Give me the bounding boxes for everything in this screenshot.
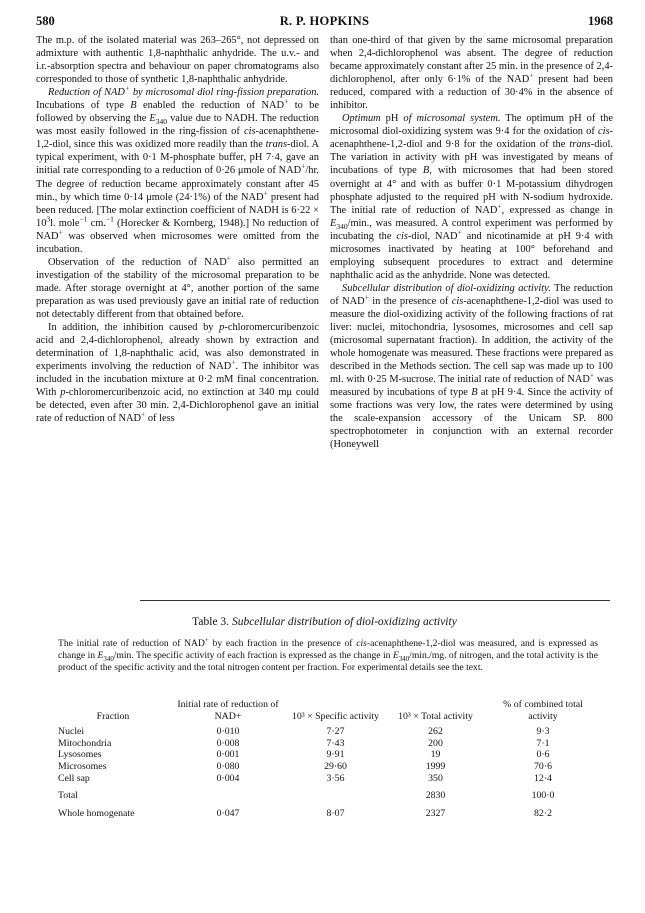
text-run: was measured by incubations of type	[330, 374, 613, 399]
text-run: was observed when microsomes were omitted from the incubation.	[36, 230, 319, 255]
cell-total: 19	[430, 749, 441, 761]
text-run: −1	[79, 214, 88, 224]
cell-total: 262	[428, 726, 443, 738]
text-run: B	[422, 165, 430, 177]
cell-rate	[168, 784, 288, 802]
text-run: Reduction of NAD	[48, 87, 125, 99]
text-run: +	[58, 227, 63, 237]
text-run: of less	[145, 413, 175, 425]
cell-percent: 82·2	[534, 807, 552, 819]
cell-rate: 0·047	[216, 807, 240, 819]
text-run: -acenaphthene-1,2-diol was used to measure the diol-oxidizing activity of the following fractions of rat liver: nuclei, mitochondria, lysosomes, microsomes and cell sap (microsomal supernatant fraction). In addition, the activity of the whole homogenate was measured. These fractions were prepared as described in the Methods section. The cell sap was made up to 100 ml. with 0·25 M-sucrose. The initial rate of reduction of NAD	[330, 295, 614, 386]
publication-year: 1968	[588, 14, 613, 28]
text-run: present had been reduced. [The molar extinction coefficient of NADH is 6·22 × 10	[36, 191, 320, 229]
text-run: cis	[396, 230, 408, 242]
text-run: E	[97, 650, 104, 661]
cell-percent: 12·4	[534, 772, 552, 784]
page-number: 580	[36, 14, 55, 28]
cell-rate: 0·010	[216, 726, 240, 738]
cell-specific: 3·56	[326, 772, 345, 784]
text-run: 340	[103, 655, 114, 663]
text-run: +	[589, 370, 595, 380]
table-row-homogenate	[58, 802, 598, 820]
text-run: −1	[105, 214, 114, 224]
text-run: by each fraction in the presence of	[208, 638, 357, 649]
paragraph	[330, 34, 613, 112]
text-run: present had been reduced, compared with a reduction of 30·4% in the absence of inhibitor.	[330, 74, 613, 112]
text-run: 340	[398, 655, 410, 663]
text-run: -chloromercuribenzoic acid and 2,4-dichlorophenol, already shown by extraction and determination of 1,8-naphthalic acid, was also demonstrated in experiments involving the reduction of NAD	[36, 322, 319, 373]
text-run: The reduction of NAD	[330, 282, 613, 307]
cell-rate: 0·008	[216, 737, 240, 749]
text-run: to be followed by observing the	[36, 100, 319, 125]
text-run: -acenaphthene-1,2-diol and 9·8 for the oxidation of the	[330, 126, 613, 151]
text-run: +	[497, 201, 502, 211]
paragraph	[330, 112, 613, 282]
text-run: +	[231, 357, 236, 367]
paragraph	[36, 83, 320, 256]
section-divider	[140, 600, 610, 601]
text-run: The initial rate of reduction of NAD	[58, 638, 205, 649]
cell-specific: 7·27	[326, 726, 345, 738]
text-run: . The inhibitor was included in the incubation mixture at 0·2 mM final concentration. With	[36, 361, 319, 399]
text-run: Subcellular distribution of diol-oxidizing activity.	[342, 282, 551, 294]
column-header-total: 10³ × Total activity	[398, 710, 473, 722]
table-row	[58, 722, 598, 738]
table-header-row	[58, 699, 598, 722]
text-run: +	[457, 227, 462, 237]
text-run: 340	[336, 221, 348, 231]
cell-fraction: Whole homogenate	[58, 807, 135, 819]
text-run: +	[529, 70, 534, 80]
cell-fraction: Nuclei	[58, 726, 85, 738]
text-run: cis	[451, 295, 464, 307]
table-row	[58, 773, 598, 785]
cell-specific: 29·60	[324, 760, 347, 772]
paragraph	[36, 253, 320, 321]
text-run: In addition, the inhibition caused by	[48, 322, 220, 334]
text-run: cis	[243, 126, 256, 138]
column-header-specific: 10³ × Specific activity	[291, 710, 380, 722]
text-run: cis	[356, 638, 367, 649]
table-row	[58, 749, 598, 761]
text-run: -diol. The variation in activity with pH was investigated by means of incubations of type	[330, 139, 613, 177]
cell-specific: 7·43	[326, 737, 345, 749]
text-run: /min. The specific activity of each fraction is expressed as the change in	[113, 650, 393, 661]
text-run: E	[149, 113, 156, 125]
cell-fraction: Mitochondria	[58, 737, 112, 749]
text-run: trans	[265, 139, 288, 151]
text-run: cis	[597, 126, 610, 138]
running-title: R. P. HOPKINS	[279, 14, 370, 28]
text-run: p	[219, 322, 225, 334]
cell-rate: 0·001	[216, 749, 240, 761]
text-run: (Horecker & Kornberg, 1948).] No reduction of NAD	[36, 217, 320, 242]
cell-total: 2830	[425, 790, 446, 802]
text-run: at pH 9·4. Since the activity of some fractions was very low, the rates were determined by using the scale-expansion accessory of the Unicam SP. 800 spectrophotometer in conjunction with an external recorder (Honeywell	[330, 387, 613, 451]
paragraph	[36, 34, 319, 86]
cell-total: 350	[428, 772, 443, 784]
table-caption	[58, 638, 598, 674]
text-run: Optimum	[342, 113, 381, 125]
table-row-total	[58, 784, 598, 802]
text-run: 3	[46, 214, 51, 224]
text-run: -chloromercuribenzoic acid, no extinction at 340 mμ could be detected, even after 30 min. 2,4-Dichlorophenol gave an initial rate of reduction of NAD	[36, 387, 319, 425]
text-run: and nicotinamide at pH 9·4 with microsomes inactivated by heating at 100° beforehand and employing subsequent procedures to extract and determine naphthalic acid as the anhydride. None was detected.	[330, 230, 613, 281]
text-run: Observation of the reduction of NAD	[48, 256, 227, 268]
text-run: E	[392, 650, 399, 661]
cell-fraction: Total	[58, 790, 78, 802]
data-table	[58, 699, 598, 819]
table-title	[36, 616, 613, 628]
text-run: trans	[569, 139, 591, 151]
text-run: B	[471, 387, 478, 399]
paragraph	[36, 321, 319, 425]
text-run: enabled the reduction of NAD	[136, 100, 285, 112]
text-run: /min./mg. of nitrogen, and the total activity is the product of the specific activity and the total nitrogen content per fraction. For experimental details see the text.	[58, 650, 598, 673]
paragraph	[330, 282, 613, 452]
text-run: +	[204, 636, 209, 644]
text-run: cm.	[87, 217, 106, 229]
text-run: value due to NADH. The reduction was most easily followed in the ring-fission of	[36, 113, 320, 138]
text-run: +	[226, 253, 231, 263]
text-run: -diol, NAD	[407, 230, 458, 242]
table-row	[58, 738, 598, 750]
text-run: E	[330, 217, 337, 229]
cell-percent: 0·6	[536, 749, 550, 761]
text-run: +	[124, 83, 130, 93]
text-run: p	[60, 387, 66, 399]
cell-percent: 9·3	[536, 726, 550, 738]
cell-percent: 100·0	[531, 790, 555, 802]
cell-rate: 0·004	[216, 772, 240, 784]
cell-total: 1999	[425, 760, 446, 772]
cell-specific: 9·91	[326, 749, 345, 761]
text-run: l. mole	[50, 217, 80, 229]
text-run: Incubations of type	[36, 100, 131, 112]
text-run: /min., was measured. A control experiment was performed by incubating the	[330, 217, 613, 242]
text-run: of microsomal system.	[403, 113, 501, 125]
cell-total: 200	[428, 737, 443, 749]
text-run: -diol. A typical experiment, with 0·1 M-phosphate buffer, pH 7·4, gave an initial rate corresponding to a reduction of 0·26 μmole of NAD	[36, 139, 320, 177]
cell-specific: 8·07	[326, 807, 345, 819]
column-header-percent: % of combined total activity	[503, 699, 583, 722]
cell-fraction: Lysosomes	[58, 749, 102, 761]
text-run: +	[284, 96, 289, 106]
text-run: /hr. The degree of reduction became approximately constant after 45 min., by which time 0·14 μmole (24·1%) of the NAD	[36, 165, 319, 203]
cell-fraction: Cell sap	[58, 772, 90, 784]
column-header-fraction: Fraction	[96, 710, 130, 722]
cell-specific	[288, 784, 383, 802]
text-run: -acenaphthene-1,2-diol, since this was oxidized more readily than the	[36, 126, 319, 151]
text-run: -acenaphthene-1,2-diol was measured, and is expressed as change in	[58, 638, 598, 661]
cell-percent: 70·6	[534, 760, 552, 772]
page-header	[36, 14, 613, 30]
text-run: by microsomal diol ring-fission preparation.	[129, 87, 319, 99]
text-run: also permitted an investigation of the stability of the microsomal preparation to be made. After storage overnight at 4°, another portion of the same preparation as was used previously gave an initial rate of reduction not detectably different from that obtained before.	[36, 256, 320, 320]
text-run: The optimum pH of the microsomal diol-oxidizing system was 9·4 for the oxidation of	[330, 113, 613, 138]
cell-total: 2327	[425, 807, 446, 819]
text-run: 340	[155, 117, 167, 127]
cell-fraction: Microsomes	[58, 760, 107, 772]
text-run: than one-third of that given by the same microsomal preparation when 2,4-dichlorophenol was absent. The degree of reduction became approximately constant after 25 min. in the presence of 2,4-dichlorophenol, after only 6·1% of the NAD	[330, 35, 613, 86]
table-row	[58, 761, 598, 773]
left-text-column	[36, 34, 319, 425]
text-run: B	[130, 100, 137, 112]
column-header-rate: Initial rate of reduction of NAD+	[177, 699, 279, 722]
right-text-column	[330, 34, 613, 452]
text-run: +	[263, 188, 268, 198]
text-run: , with microsomes that had been stored overnight at 4° and with as buffer 0·1 M-potassium dihydrogen phosphate adjusted to the required pH with N-sodium hydroxide. The initial rate of reduction of NAD	[330, 165, 613, 216]
cell-percent: 7·1	[536, 737, 550, 749]
table-title-text: Subcellular distribution of diol-oxidizing activity	[231, 616, 457, 628]
text-run: +	[141, 409, 146, 419]
text-run: +	[301, 162, 306, 171]
text-run: The m.p. of the isolated material was 263–265°, not depressed on admixture with authentic 1,8-naphthalic anhydride. The u.v.- and i.r.-absorption spectra and behaviour on paper chromatograms also corresponded to those of synthetic 1,8-naphthalic anhydride.	[36, 35, 319, 86]
text-run: pH	[380, 113, 404, 125]
table-number: Table 3.	[192, 616, 230, 628]
text-run: in the presence of	[368, 295, 452, 307]
cell-rate: 0·080	[216, 760, 240, 772]
text-run: +	[364, 292, 369, 302]
text-run: , expressed as change in	[501, 204, 613, 216]
